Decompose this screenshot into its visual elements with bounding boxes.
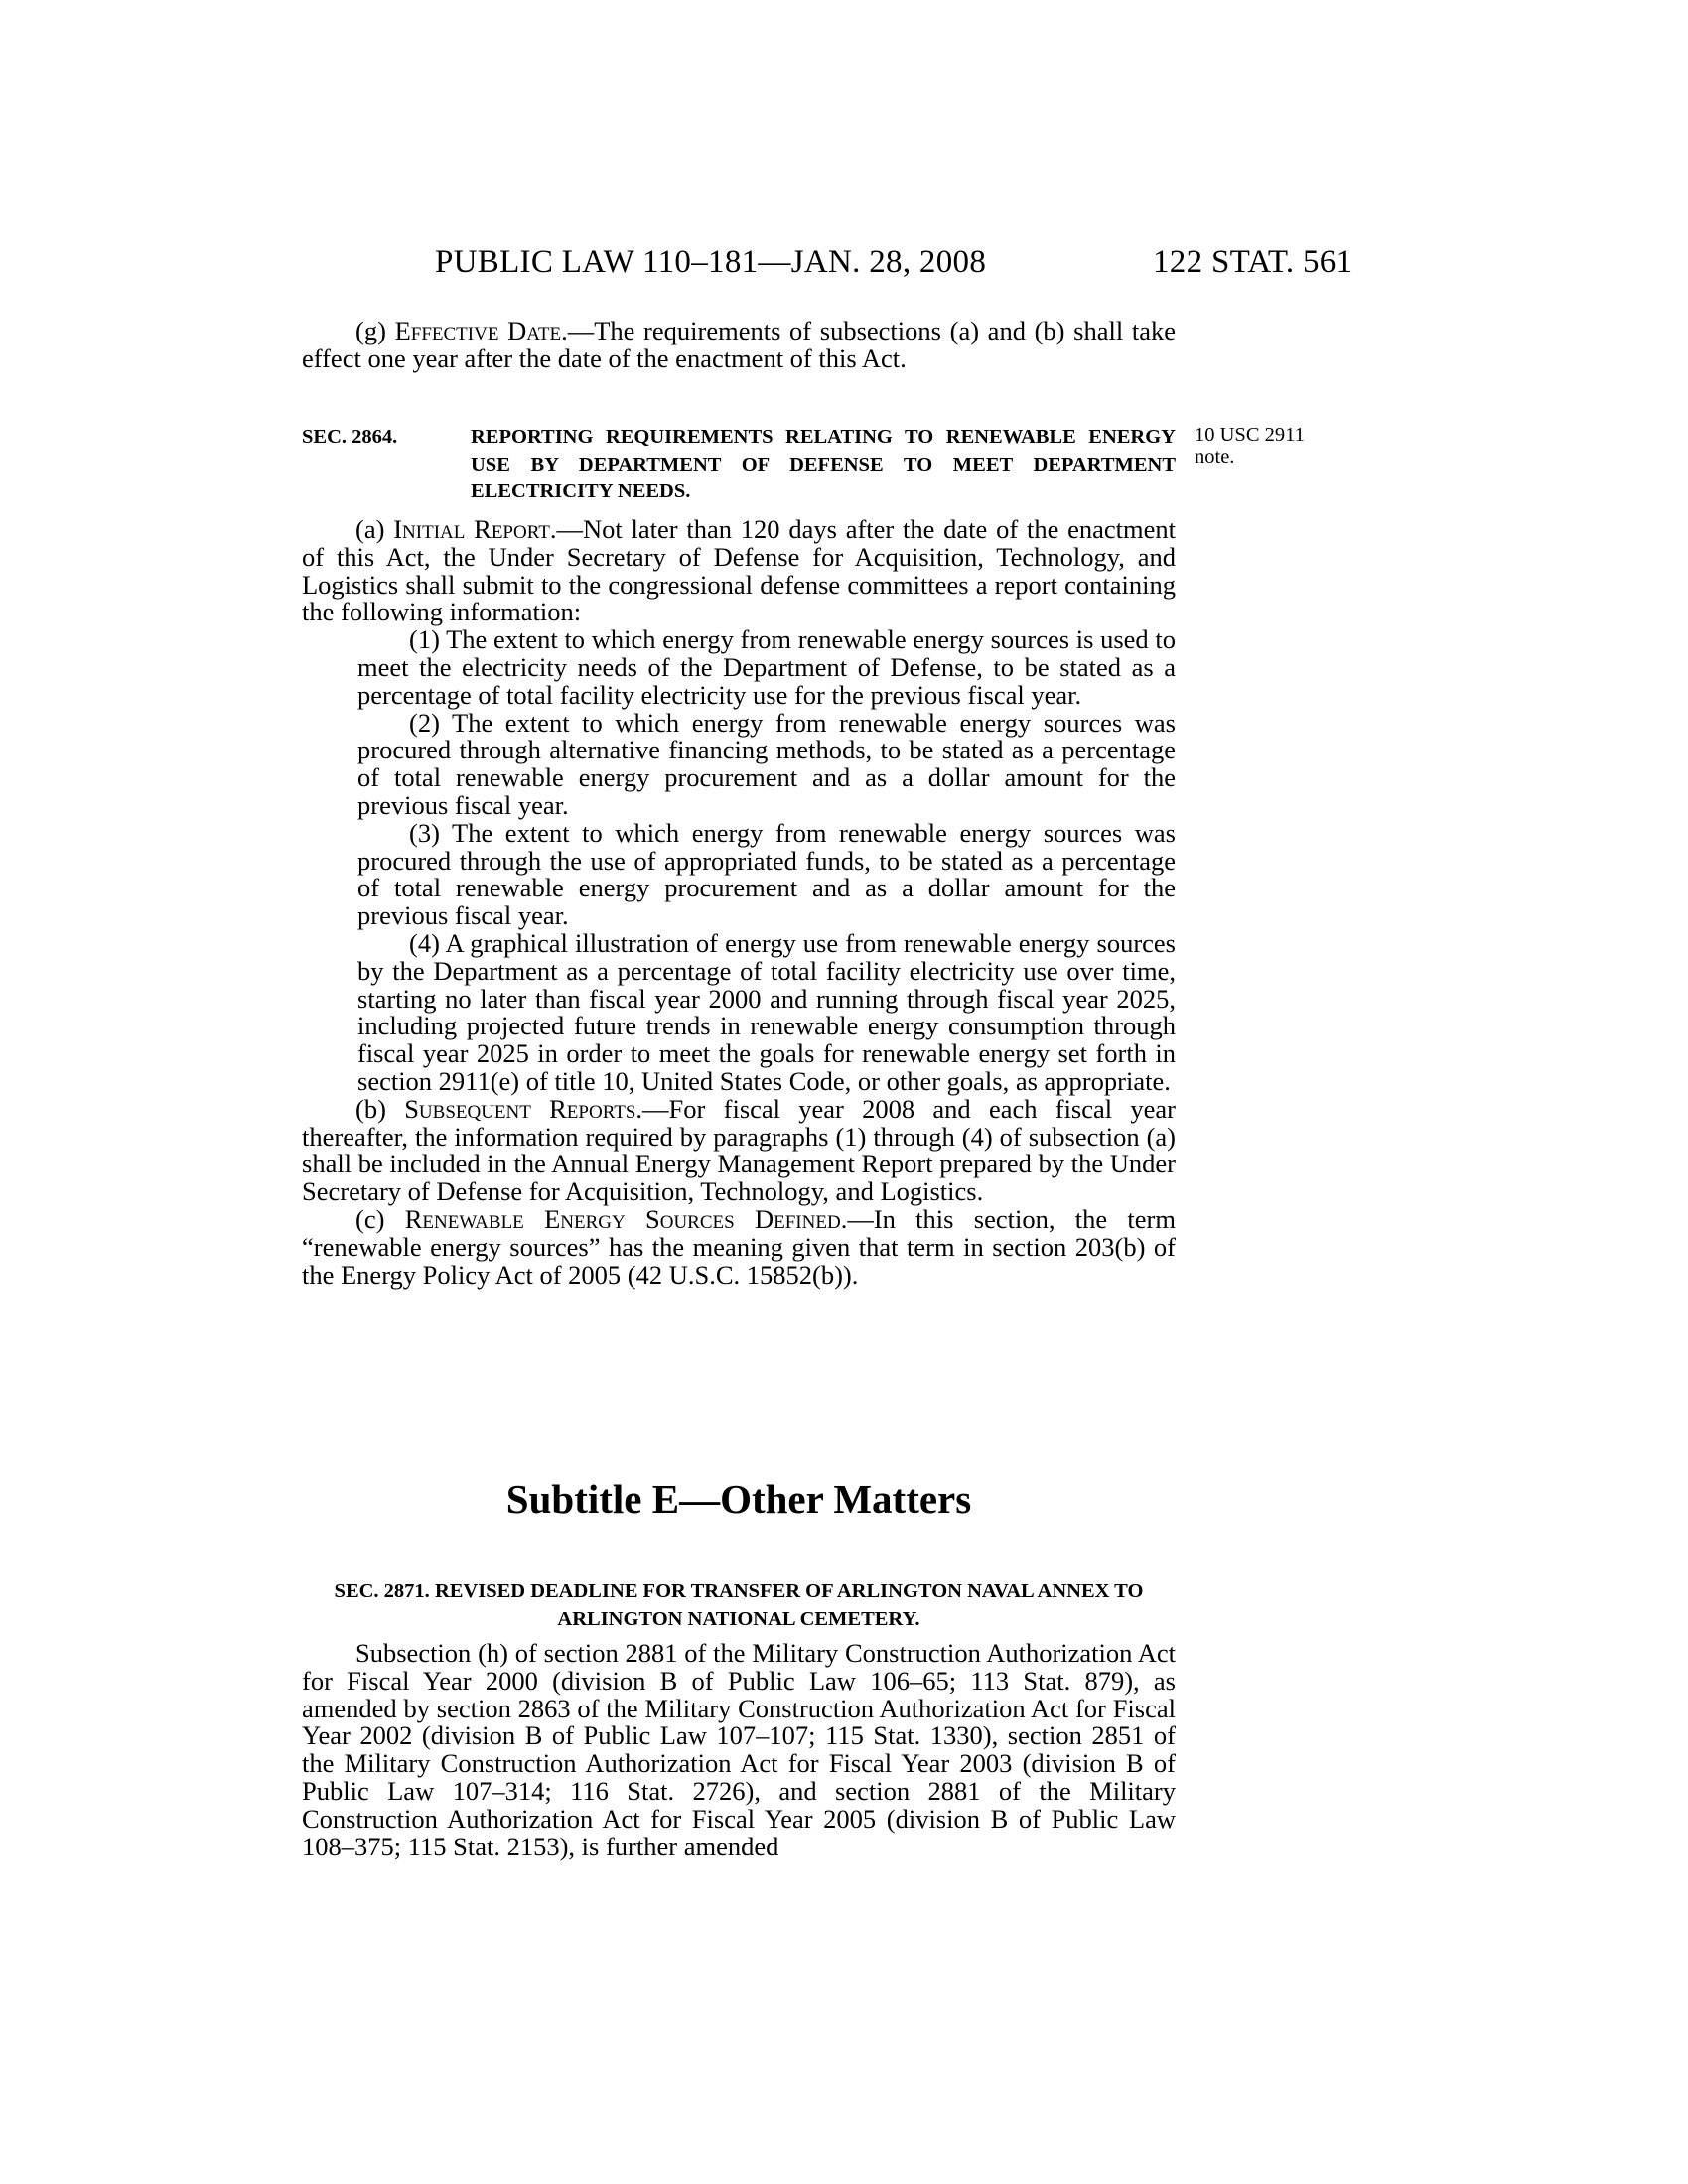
- subsection-a-heading: Initial Report: [393, 514, 550, 544]
- subsection-a: (a) Initial Report.—Not later than 120 days after the date of the enactment of this Act, the Under Secretary of Defense for Acquisition, Technology, and Logistics shall submit to the congressional defense committees a report containing the following information:: [302, 514, 1177, 627]
- subsection-b-heading: Subsequent Reports: [404, 1093, 636, 1124]
- section-2871-body: [302, 1640, 1176, 1860]
- subsection-b: (b) Subsequent Reports.—For fiscal year 2008 and each fiscal year thereafter, the information required by paragraphs (1) through (4) of subsection (a) shall be included in the Annual Energy Management Report prepared by the Under Secretary of Defense for Acquisition, Technology, and Logistics.: [302, 1093, 1176, 1207]
- section-2864-heading: [302, 424, 1176, 506]
- list-item: (2) The extent to which energy from renewable energy sources was procured through alternative financing methods, to be stated as a percentage of total renewable energy procurement and as a dollar amount for the previous fiscal year.: [357, 707, 1176, 820]
- list-item: (4) A graphical illustration of energy use from renewable energy sources by the Department as a percentage of total facility electricity use over time, starting no later than fiscal year 2000 and running through fiscal year 2025, including projected future trends in renewable energy consumption through fiscal year 2025 in order to meet the goals for renewable energy set forth in section 2911(e) of title 10, United States Code, or other goals, as appropriate.: [357, 927, 1176, 1096]
- section-number: SEC. 2864.: [302, 426, 398, 448]
- subsection-b-text: .—For fiscal year 2008 and each fiscal year thereafter, the information required by paragraphs (1) through (4) of subsection (a) shall be included in the Annual Energy Management Report prepared by the Under Secretary of Defense for Acquisition, Technology, and Logistics.: [302, 1093, 1176, 1207]
- subtitle-heading: Subtitle E—Other Matters: [505, 1476, 972, 1522]
- margin-note: 10 USC 2911 note.: [1195, 424, 1305, 468]
- section-2871-text: Subsection (h) of section 2881 of the Military Construction Authorization Act for Fiscal Year 2000 (division B of Public Law 106–65; 113 Stat. 879), as amended by section 2863 of the Military Construction Authorization Act for Fiscal Year 2002 (division B of Public Law 107–107; 115 Stat. 1330), section 2851 of the Military Construction Authorization Act for Fiscal Year 2003 (division B of Public Law 107–314; 116 Stat. 2726), and section 2881 of the Military Construction Authorization Act for Fiscal Year 2005 (division B of Public Law 108–375; 115 Stat. 2153), is further amended: [302, 1638, 1176, 1861]
- section-title: REVISED DEADLINE FOR TRANSFER OF ARLINGTON NAVAL ANNEX TO ARLINGTON NATIONAL CEMETERY.: [434, 1580, 1144, 1630]
- list-item: (1) The extent to which energy from renewable energy sources is used to meet the electricity needs of the Department of Defense, to be stated as a percentage of total facility electricity use for the previous fiscal year.: [357, 624, 1176, 710]
- running-header-law: PUBLIC LAW 110–181—JAN. 28, 2008: [435, 244, 987, 280]
- list-item: (3) The extent to which energy from renewable energy sources was procured through the use of appropriated funds, to be stated as a percentage of total renewable energy procurement and as a dollar amount for the previous fiscal year.: [357, 817, 1176, 931]
- section-title: REPORTING REQUIREMENTS RELATING TO RENEWABLE ENERGY USE BY DEPARTMENT OF DEFENSE TO MEET DEPARTMENT ELECTRICITY NEEDS.: [471, 426, 1176, 502]
- para-g-label: (g): [355, 316, 386, 345]
- subsection-c: (c) Renewable Energy Sources Defined.—In this section, the term “renewable energy sources” has the meaning given that term in section 203(b) of the Energy Policy Act of 2005 (42 U.S.C. 15852(b)).: [302, 1203, 1176, 1290]
- section-number: SEC. 2871.: [334, 1580, 430, 1602]
- subsection-c-text: .—In this section, the term “renewable energy sources” has the meaning given that term in section 203(b) of the Energy Policy Act of 2005 (42 U.S.C. 15852(b)).: [302, 1203, 1176, 1290]
- para-g-text: .—The requirements of subsections (a) and (b) shall take effect one year after the date of the enactment of this Act.: [302, 316, 1177, 373]
- paragraph-g: [302, 318, 1176, 373]
- subsection-c-heading: Renewable Energy Sources Defined: [404, 1203, 841, 1234]
- section-2864-body: [302, 516, 1176, 1289]
- para-g-heading: Effective Date: [394, 316, 562, 345]
- subsection-a-text: .—Not later than 120 days after the date of the enactment of this Act, the Under Secretary of Defense for Acquisition, Technology, and Logistics shall submit to the congressional defense committees a report containing the following information:: [302, 514, 1177, 627]
- running-header-stat: 122 STAT. 561: [1153, 244, 1353, 280]
- section-2871-heading: [302, 1578, 1176, 1633]
